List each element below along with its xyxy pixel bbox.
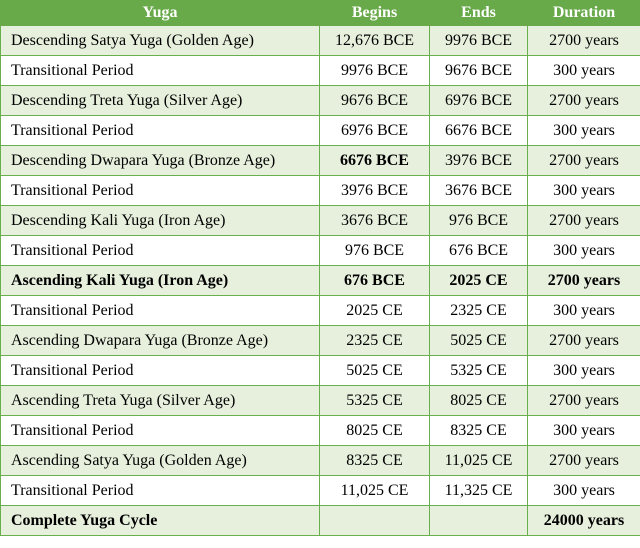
yuga-cell: Descending Dwapara Yuga (Bronze Age) (1, 146, 320, 176)
duration-cell: 2700 years (528, 206, 640, 236)
header-yuga: Yuga (1, 1, 320, 26)
begins-cell: 976 BCE (320, 236, 430, 266)
duration-cell: 300 years (528, 296, 640, 326)
table-row (1, 326, 640, 356)
current-yuga-row (1, 266, 640, 296)
table-row (1, 446, 640, 476)
duration-cell: 2700 years (528, 26, 640, 56)
yuga-cell: Transitional Period (1, 236, 320, 266)
ends-cell: 2025 CE (430, 266, 528, 296)
duration-cell: 300 years (528, 116, 640, 146)
yuga-cell: Ascending Satya Yuga (Golden Age) (1, 446, 320, 476)
ends-cell: 8325 CE (430, 416, 528, 446)
duration-cell: 300 years (528, 416, 640, 446)
table-row (1, 476, 640, 506)
begins-cell: 8325 CE (320, 446, 430, 476)
total-duration-cell: 24000 years (528, 506, 640, 536)
yuga-cell: Transitional Period (1, 296, 320, 326)
duration-cell: 300 years (528, 236, 640, 266)
ends-cell: 6676 BCE (430, 116, 528, 146)
duration-cell: 2700 years (528, 326, 640, 356)
yuga-cell: Transitional Period (1, 56, 320, 86)
begins-cell: 5325 CE (320, 386, 430, 416)
begins-cell: 3676 BCE (320, 206, 430, 236)
table-row (1, 296, 640, 326)
begins-cell: 5025 CE (320, 356, 430, 386)
ends-cell: 9976 BCE (430, 26, 528, 56)
begins-cell: 9976 BCE (320, 56, 430, 86)
begins-cell: 2325 CE (320, 326, 430, 356)
header-duration: Duration (528, 1, 640, 26)
duration-cell: 300 years (528, 476, 640, 506)
begins-cell: 6976 BCE (320, 116, 430, 146)
ends-cell: 3676 BCE (430, 176, 528, 206)
duration-cell: 2700 years (528, 266, 640, 296)
begins-cell: 11,025 CE (320, 476, 430, 506)
ends-cell: 9676 BCE (430, 56, 528, 86)
yuga-cell: Transitional Period (1, 356, 320, 386)
table-row (1, 206, 640, 236)
begins-cell: 12,676 BCE (320, 26, 430, 56)
total-label-cell: Complete Yuga Cycle (1, 506, 320, 536)
duration-cell: 300 years (528, 356, 640, 386)
table-row (1, 356, 640, 386)
duration-cell: 2700 years (528, 446, 640, 476)
begins-cell: 2025 CE (320, 296, 430, 326)
table-row (1, 386, 640, 416)
ends-cell: 5025 CE (430, 326, 528, 356)
yuga-cell: Transitional Period (1, 476, 320, 506)
duration-cell: 2700 years (528, 146, 640, 176)
table-row (1, 116, 640, 146)
table-row (1, 86, 640, 116)
table-row (1, 146, 640, 176)
yuga-cell: Ascending Treta Yuga (Silver Age) (1, 386, 320, 416)
header-begins: Begins (320, 1, 430, 26)
yuga-cell: Ascending Kali Yuga (Iron Age) (1, 266, 320, 296)
ends-cell (430, 506, 528, 536)
begins-cell (320, 506, 430, 536)
duration-cell: 2700 years (528, 86, 640, 116)
ends-cell: 976 BCE (430, 206, 528, 236)
ends-cell: 11,325 CE (430, 476, 528, 506)
ends-cell: 8025 CE (430, 386, 528, 416)
begins-cell: 9676 BCE (320, 86, 430, 116)
yuga-cell: Descending Kali Yuga (Iron Age) (1, 206, 320, 236)
begins-cell: 6676 BCE (320, 146, 430, 176)
header-ends: Ends (430, 1, 528, 26)
yuga-cell: Ascending Dwapara Yuga (Bronze Age) (1, 326, 320, 356)
yuga-cell: Transitional Period (1, 116, 320, 146)
yuga-cell: Transitional Period (1, 176, 320, 206)
table-row (1, 416, 640, 446)
ends-cell: 676 BCE (430, 236, 528, 266)
ends-cell: 3976 BCE (430, 146, 528, 176)
table-row (1, 56, 640, 86)
total-row (1, 506, 640, 536)
header-row (1, 1, 640, 26)
begins-cell: 8025 CE (320, 416, 430, 446)
ends-cell: 2325 CE (430, 296, 528, 326)
duration-cell: 300 years (528, 56, 640, 86)
table-row (1, 26, 640, 56)
yuga-cell: Descending Treta Yuga (Silver Age) (1, 86, 320, 116)
table-row (1, 236, 640, 266)
duration-cell: 2700 years (528, 386, 640, 416)
ends-cell: 6976 BCE (430, 86, 528, 116)
begins-cell: 3976 BCE (320, 176, 430, 206)
ends-cell: 11,025 CE (430, 446, 528, 476)
begins-cell: 676 BCE (320, 266, 430, 296)
ends-cell: 5325 CE (430, 356, 528, 386)
yuga-cell: Descending Satya Yuga (Golden Age) (1, 26, 320, 56)
table-row (1, 176, 640, 206)
duration-cell: 300 years (528, 176, 640, 206)
yuga-cell: Transitional Period (1, 416, 320, 446)
